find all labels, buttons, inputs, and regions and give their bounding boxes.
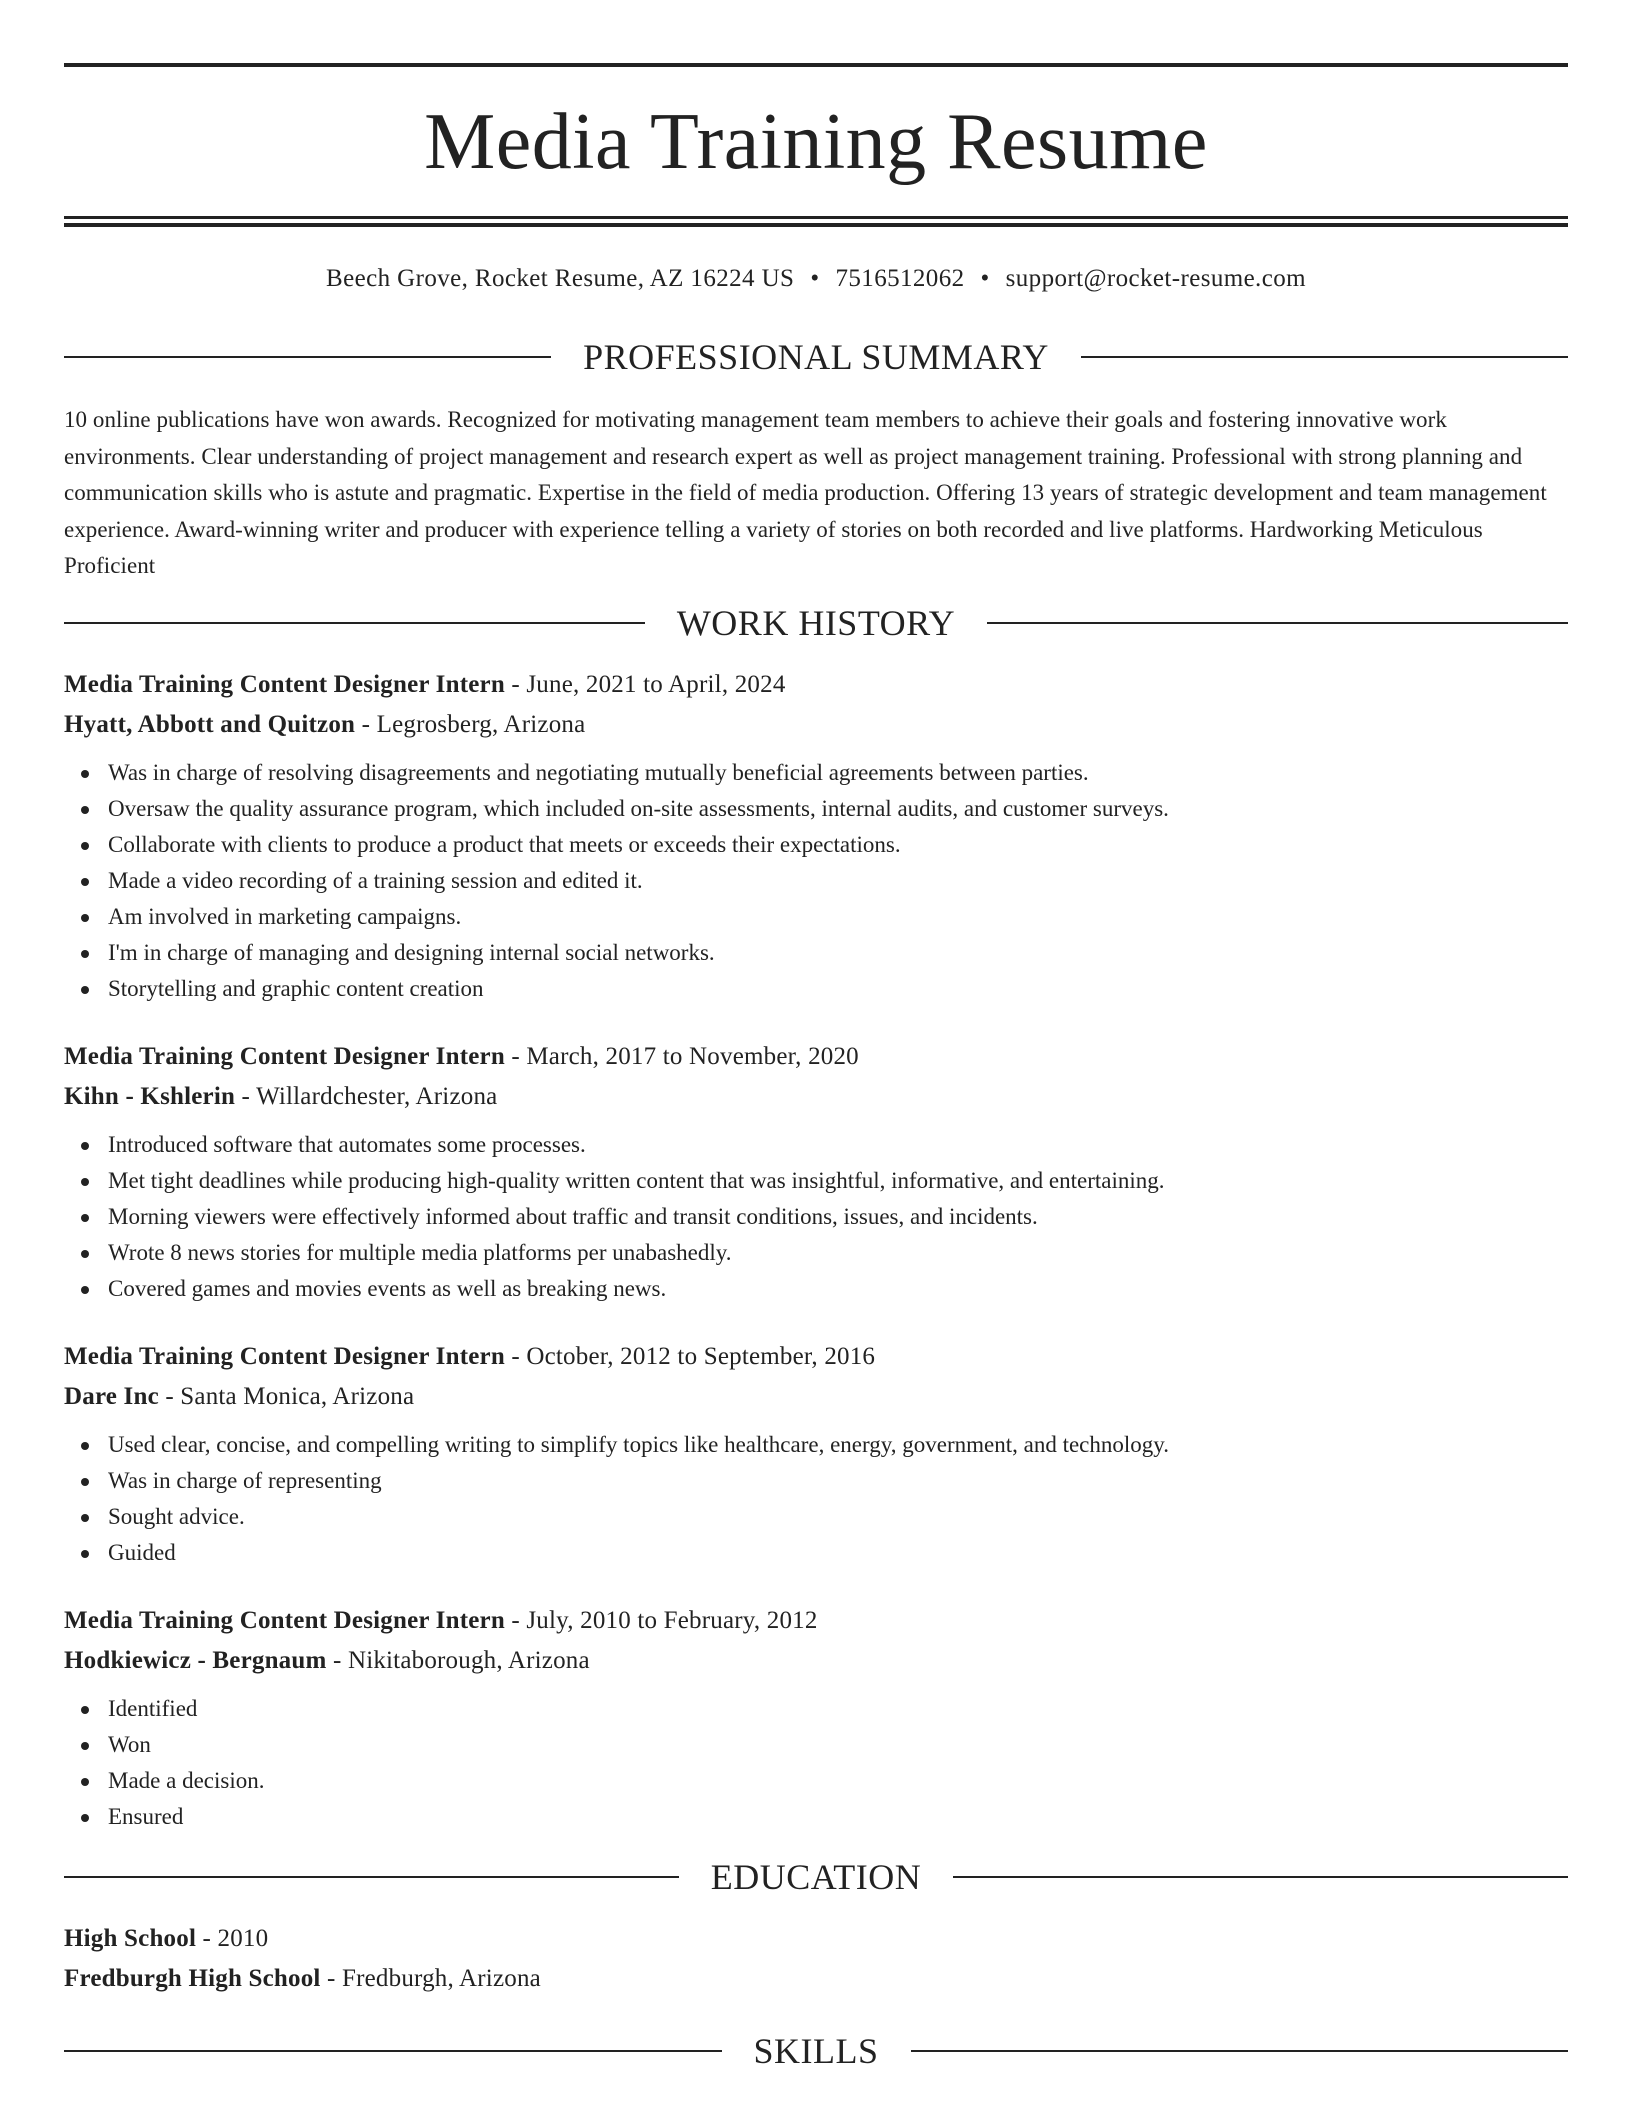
section-rule-right bbox=[911, 2050, 1569, 2052]
section-title-skills: SKILLS bbox=[753, 2030, 879, 2071]
section-heading-skills bbox=[64, 2029, 1568, 2073]
job-company: Hodkiewicz - Bergnaum bbox=[64, 1646, 327, 1674]
contact-address: Beech Grove, Rocket Resume, AZ 16224 US bbox=[326, 265, 795, 292]
education-entry bbox=[64, 1919, 1568, 1999]
list-item: Wrote 8 news stories for multiple media platforms per unabashedly. bbox=[64, 1235, 1568, 1271]
job-company-line bbox=[64, 1077, 1568, 1117]
job-dates: - June, 2021 to April, 2024 bbox=[504, 670, 786, 698]
list-item: Was in charge of resolving disagreements and negotiating mutually beneficial agreements between parties. bbox=[64, 755, 1568, 791]
list-item: I'm in charge of managing and designing internal social networks. bbox=[64, 935, 1568, 971]
job-title-line bbox=[64, 1337, 1568, 1377]
job-role: Media Training Content Designer Intern bbox=[64, 1042, 505, 1070]
list-item: Won bbox=[64, 1727, 1568, 1763]
contact-separator: • bbox=[980, 265, 990, 292]
job-company-line bbox=[64, 705, 1568, 745]
job-bullet-list bbox=[64, 1127, 1568, 1307]
list-item: Collaborate with clients to produce a product that meets or exceeds their expectations. bbox=[64, 827, 1568, 863]
section-rule-left bbox=[64, 2050, 722, 2052]
section-rule-right bbox=[953, 1876, 1568, 1878]
job-entry bbox=[64, 1601, 1568, 1835]
list-item: Oversaw the quality assurance program, which included on-site assessments, internal audits, and customer surveys. bbox=[64, 791, 1568, 827]
section-title-summary: PROFESSIONAL SUMMARY bbox=[583, 337, 1049, 377]
education-degree-line bbox=[64, 1919, 1568, 1959]
job-dates: - October, 2012 to September, 2016 bbox=[504, 1342, 876, 1370]
section-rule-left bbox=[64, 1876, 679, 1878]
job-dates: - July, 2010 to February, 2012 bbox=[504, 1606, 818, 1634]
list-item: Made a video recording of a training session and edited it. bbox=[64, 863, 1568, 899]
list-item: Introduced software that automates some processes. bbox=[64, 1127, 1568, 1163]
job-title-line bbox=[64, 1037, 1568, 1077]
job-entry bbox=[64, 1037, 1568, 1307]
job-entry bbox=[64, 1337, 1568, 1571]
education-degree: High School bbox=[64, 1924, 197, 1952]
job-title-line bbox=[64, 665, 1568, 705]
list-item: Met tight deadlines while producing high-quality written content that was insightful, informative, and entertaining. bbox=[64, 1163, 1568, 1199]
section-heading-education bbox=[64, 1855, 1568, 1899]
list-item: Am involved in marketing campaigns. bbox=[64, 899, 1568, 935]
job-role: Media Training Content Designer Intern bbox=[64, 1342, 505, 1370]
section-title-work: WORK HISTORY bbox=[676, 602, 956, 643]
job-location: - Legrosberg, Arizona bbox=[355, 710, 586, 738]
job-company-line bbox=[64, 1641, 1568, 1681]
contact-phone: 7516512062 bbox=[835, 265, 965, 292]
job-role: Media Training Content Designer Intern bbox=[64, 1606, 505, 1634]
education-location: - Fredburgh, Arizona bbox=[320, 1964, 541, 1992]
list-item: Covered games and movies events as well as breaking news. bbox=[64, 1271, 1568, 1307]
section-heading-work bbox=[64, 601, 1568, 645]
list-item: Storytelling and graphic content creation bbox=[64, 971, 1568, 1007]
job-bullet-list bbox=[64, 1427, 1568, 1571]
job-company: Dare Inc bbox=[64, 1382, 159, 1410]
section-rule-right bbox=[1081, 356, 1568, 358]
job-company: Hyatt, Abbott and Quitzon bbox=[64, 710, 356, 738]
section-rule-left bbox=[64, 622, 645, 624]
list-item: Identified bbox=[64, 1691, 1568, 1727]
job-title-line bbox=[64, 1601, 1568, 1641]
job-company-line bbox=[64, 1377, 1568, 1417]
summary-text: 10 online publications have won awards. Recognized for motivating management team members to achieve their goals and fostering innovative work environments. Clear understanding of project management and research expert as well as project management training. Professional with strong planning and communication skills who is astute and pragmatic. Expertise in the field of media production. Offering 13 years of strategic development and team management experience. Award-winning writer and producer with experience telling a variety of stories on both recorded and live platforms. Hardworking Meticulous Proficient bbox=[64, 407, 1547, 578]
job-role: Media Training Content Designer Intern bbox=[64, 670, 505, 698]
contact-separator: • bbox=[810, 265, 820, 292]
list-item: Made a decision. bbox=[64, 1763, 1568, 1799]
header-top-rule bbox=[64, 63, 1568, 67]
section-heading-summary bbox=[64, 335, 1568, 379]
contact-line bbox=[64, 263, 1568, 295]
job-bullet-list bbox=[64, 1691, 1568, 1835]
job-entry bbox=[64, 665, 1568, 1007]
job-company: Kihn - Kshlerin bbox=[64, 1082, 236, 1110]
list-item: Was in charge of representing bbox=[64, 1463, 1568, 1499]
list-item: Morning viewers were effectively informed about traffic and transit conditions, issues, and incidents. bbox=[64, 1199, 1568, 1235]
header-double-rule bbox=[64, 216, 1568, 227]
job-location: - Willardchester, Arizona bbox=[235, 1082, 498, 1110]
list-item: Ensured bbox=[64, 1799, 1568, 1835]
job-bullet-list bbox=[64, 755, 1568, 1007]
job-location: - Santa Monica, Arizona bbox=[158, 1382, 415, 1410]
education-school-line bbox=[64, 1959, 1568, 1999]
education-year: - 2010 bbox=[196, 1924, 269, 1952]
section-title-education: EDUCATION bbox=[710, 1856, 922, 1897]
job-location: - Nikitaborough, Arizona bbox=[326, 1646, 590, 1674]
list-item: Used clear, concise, and compelling writing to simplify topics like healthcare, energy, government, and technology. bbox=[64, 1427, 1568, 1463]
education-school: Fredburgh High School bbox=[64, 1964, 321, 1992]
section-rule-left bbox=[64, 356, 551, 358]
resume-page bbox=[64, 0, 1568, 2073]
list-item: Sought advice. bbox=[64, 1499, 1568, 1535]
page-title: Media Training Resume bbox=[424, 98, 1208, 186]
list-item: Guided bbox=[64, 1535, 1568, 1571]
section-rule-right bbox=[987, 622, 1568, 624]
contact-email: support@rocket-resume.com bbox=[1005, 265, 1306, 292]
job-dates: - March, 2017 to November, 2020 bbox=[504, 1042, 859, 1070]
